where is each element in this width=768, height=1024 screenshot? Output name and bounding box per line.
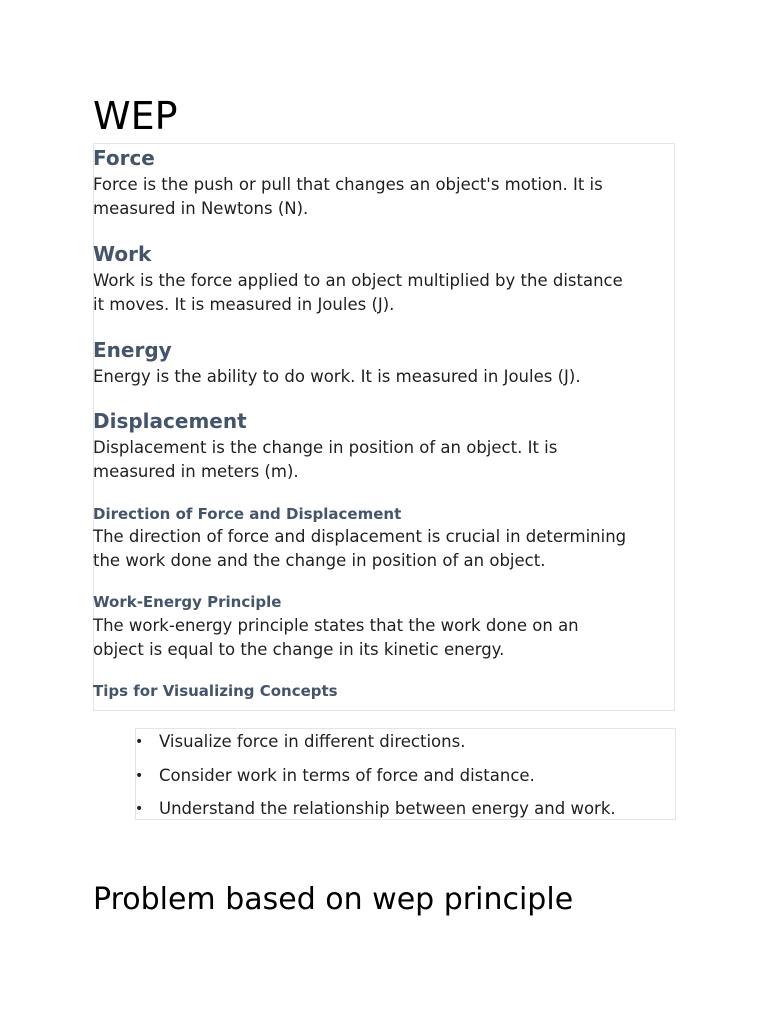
work-heading: Work [93,242,152,266]
work-text: Work is the force applied to an object multiplied by the distance it moves. It is measured in Joules (J). [93,271,623,314]
list-item [135,729,616,763]
list-item-text: Consider work in terms of force and distance. [159,765,535,785]
tips-heading: Tips for Visualizing Concepts [93,682,338,700]
bullet-icon: • [135,767,144,784]
list-item [135,763,616,797]
displacement-text: Displacement is the change in position of an object. It is measured in meters (m). [93,438,558,481]
direction-heading: Direction of Force and Displacement [93,505,402,523]
direction-text: The direction of force and displacement is crucial in determining the work done and the change in position of an object. [93,527,627,570]
displacement-heading: Displacement [93,409,247,433]
tips-list [135,729,616,830]
force-heading: Force [93,146,155,170]
force-text: Force is the push or pull that changes an object's motion. It is measured in Newtons (N). [93,175,603,218]
work-energy-principle-text: The work-energy principle states that the work done on an object is equal to the change in its kinetic energy. [93,616,579,659]
page-title: WEP [93,94,178,138]
bullet-icon: • [135,801,144,817]
list-item-text: Understand the relationship between energy and work. [159,799,616,818]
energy-heading: Energy [93,338,172,362]
problem-section-heading: Problem based on wep principle [93,882,574,917]
energy-text: Energy is the ability to do work. It is measured in Joules (J). [93,367,581,386]
bullet-icon: • [135,734,144,750]
list-item [135,796,616,830]
work-energy-principle-heading: Work-Energy Principle [93,593,282,611]
list-item-text: Visualize force in different directions. [159,732,466,751]
